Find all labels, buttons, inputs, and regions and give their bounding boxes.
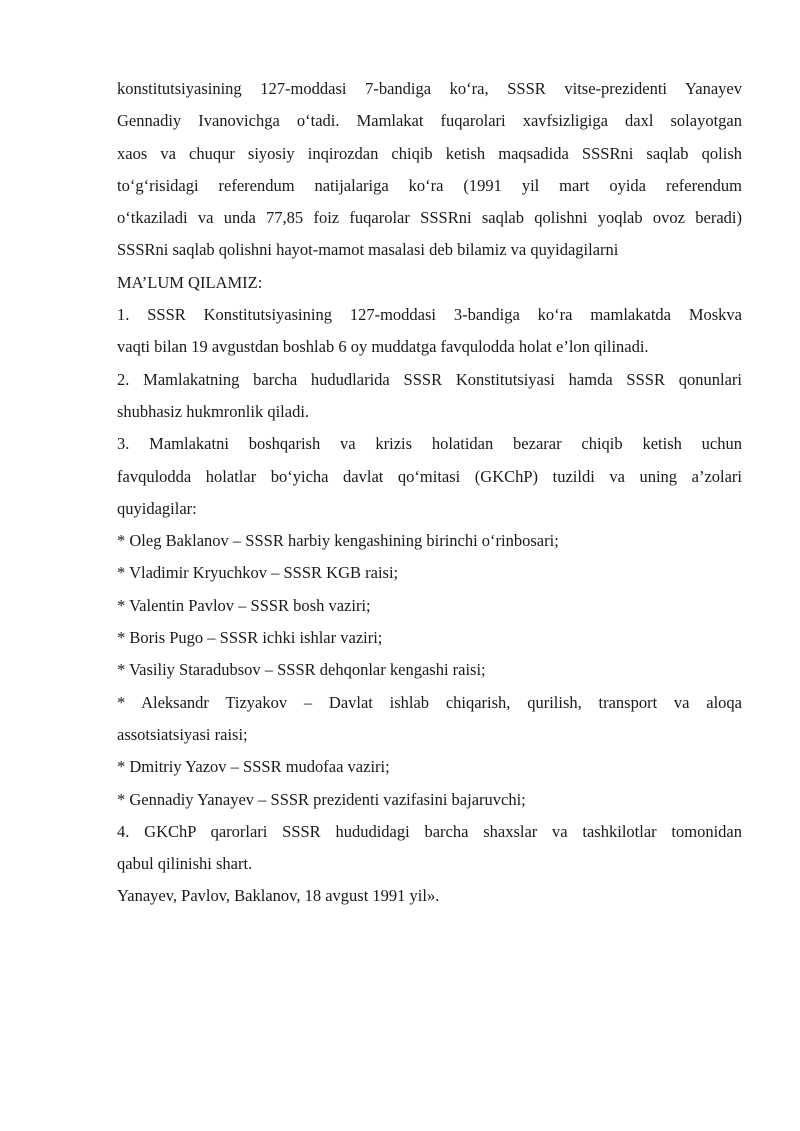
document-page xyxy=(117,73,742,913)
text-line: quyidagilar: xyxy=(117,498,197,518)
numbered-item-1: 1. SSSR Konstitutsiyasining 127-moddasi 3-bandiga koʻra mamlakatda Moskva xyxy=(117,305,742,325)
text-line: assotsiatsiyasi raisi; xyxy=(117,724,248,744)
member-list-item: * Vladimir Kryuchkov – SSSR KGB raisi; xyxy=(117,563,399,583)
signature-line: Yanayev, Pavlov, Baklanov, 18 avgust 1991 yil». xyxy=(117,886,440,906)
member-list-item: * Vasiliy Staradubsov – SSSR dehqonlar kengashi raisi; xyxy=(117,660,486,680)
numbered-item-3: 3. Mamlakatni boshqarish va krizis holatidan bezarar chiqib ketish uchun xyxy=(117,434,742,454)
member-list-item: * Valentin Pavlov – SSSR bosh vaziri; xyxy=(117,595,371,615)
text-line: favqulodda holatlar boʻyicha davlat qoʻmitasi (GKChP) tuzildi va uning a’zolari xyxy=(117,466,742,486)
text-line: SSSRni saqlab qolishni hayot-mamot masalasi deb bilamiz va quyidagilarni xyxy=(117,240,619,260)
text-line: Gennadiy Ivanovichga oʻtadi. Mamlakat fuqarolari xavfsizligiga daxl solayotgan xyxy=(117,111,742,131)
numbered-item-4: 4. GKChP qarorlari SSSR hududidagi barcha shaxslar va tashkilotlar tomonidan xyxy=(117,821,742,841)
text-line: qabul qilinishi shart. xyxy=(117,854,253,874)
text-line: oʻtkaziladi va unda 77,85 foiz fuqarolar SSSRni saqlab qolishni yoqlab ovoz beradi) xyxy=(117,208,742,228)
member-list-item: * Aleksandr Tizyakov – Davlat ishlab chiqarish, qurilish, transport va aloqa xyxy=(117,692,742,712)
text-line: toʻgʻrisidagi referendum natijalariga koʻra (1991 yil mart oyida referendum xyxy=(117,175,742,195)
text-line: xaos va chuqur siyosiy inqirozdan chiqib ketish maqsadida SSSRni saqlab qolish xyxy=(117,143,742,163)
member-list-item: * Dmitriy Yazov – SSSR mudofaa vaziri; xyxy=(117,757,390,777)
text-line: shubhasiz hukmronlik qiladi. xyxy=(117,401,310,421)
numbered-item-2: 2. Mamlakatning barcha hududlarida SSSR Konstitutsiyasi hamda SSSR qonunlari xyxy=(117,369,742,389)
member-list-item: * Boris Pugo – SSSR ichki ishlar vaziri; xyxy=(117,628,383,648)
member-list-item: * Oleg Baklanov – SSSR harbiy kengashining birinchi oʻrinbosari; xyxy=(117,531,559,551)
section-heading: MA’LUM QILAMIZ: xyxy=(117,272,263,292)
member-list-item: * Gennadiy Yanayev – SSSR prezidenti vazifasini bajaruvchi; xyxy=(117,789,526,809)
text-line: konstitutsiyasining 127-moddasi 7-bandiga koʻra, SSSR vitse-prezidenti Yanayev xyxy=(117,79,742,98)
text-line: vaqti bilan 19 avgustdan boshlab 6 oy muddatga favqulodda holat e’lon qilinadi. xyxy=(117,337,649,357)
